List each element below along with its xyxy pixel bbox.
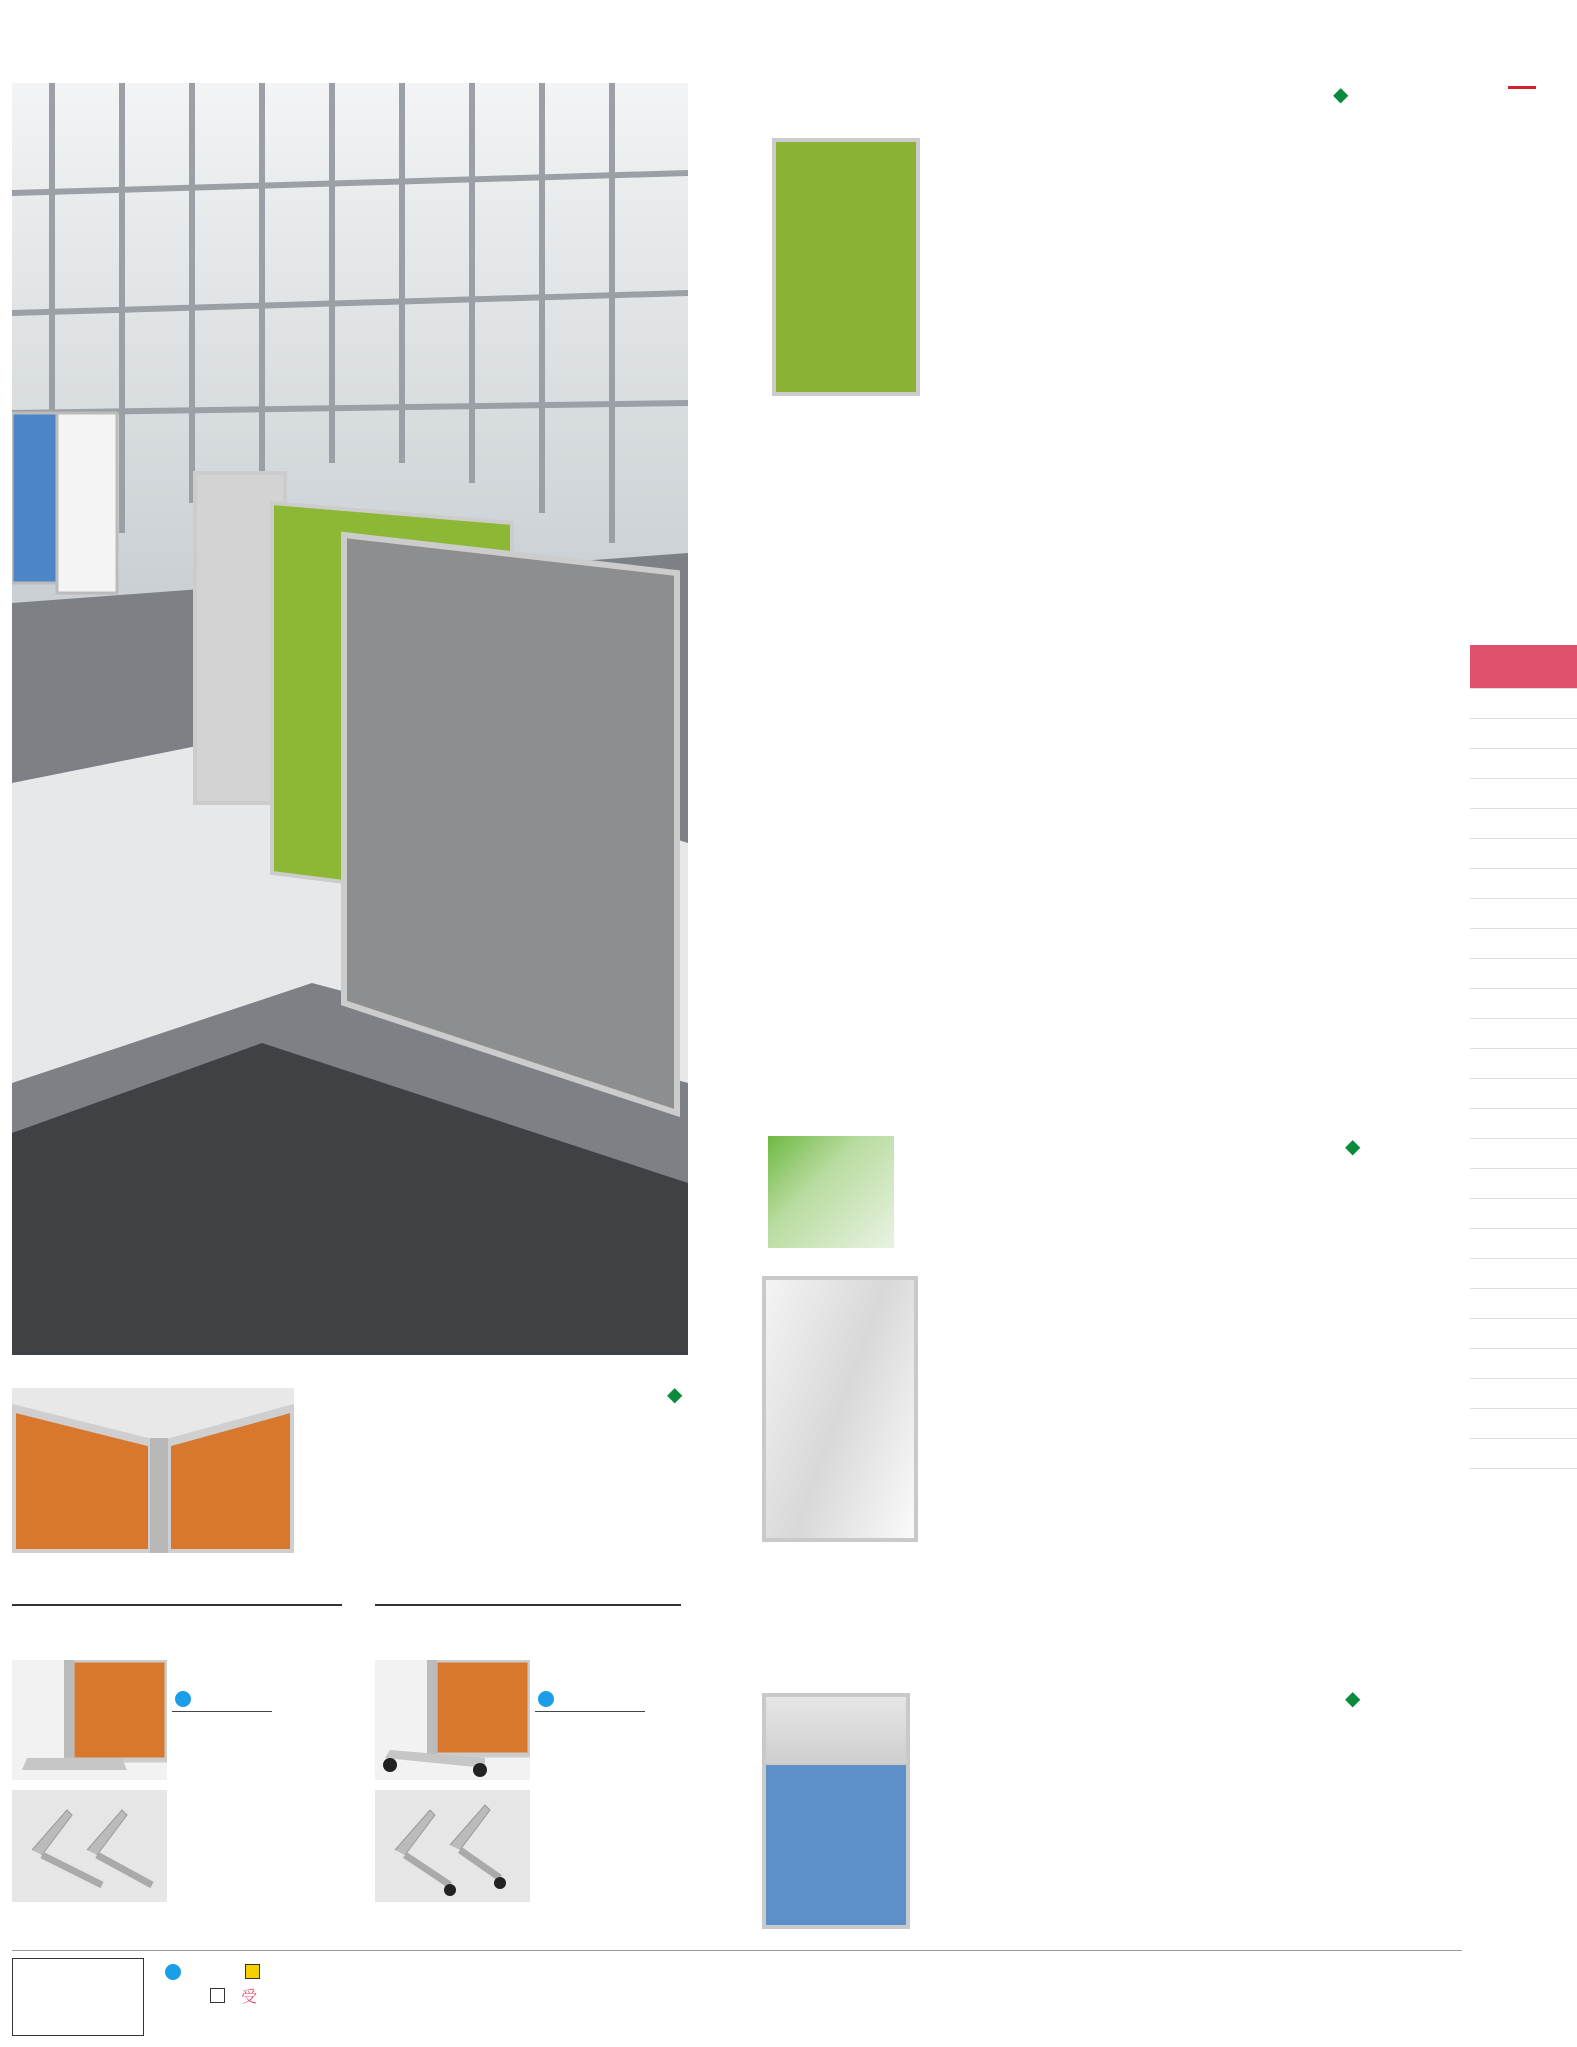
cross-panel-photo — [772, 138, 920, 396]
sidebar-item[interactable] — [1470, 1109, 1577, 1139]
sidebar-item[interactable] — [1470, 1439, 1577, 1469]
sidebar-item[interactable] — [1470, 959, 1577, 989]
sidebar-item[interactable] — [1470, 1169, 1577, 1199]
diamond-icon: ◆ — [667, 1382, 683, 1406]
stand-caster-photo — [375, 1660, 530, 1780]
sidebar-item[interactable] — [1470, 689, 1577, 719]
footer-divider — [12, 1950, 1462, 1951]
acrylic-panel-photo — [762, 1276, 918, 1542]
stand-caster-parts-illustration — [375, 1790, 530, 1902]
sidebar-item[interactable] — [1470, 1229, 1577, 1259]
sidebar-item[interactable] — [1470, 929, 1577, 959]
sidebar-item[interactable] — [1470, 1079, 1577, 1109]
stand-caster-illustration — [375, 1660, 530, 1780]
combi-panel-fabric-photo — [762, 1763, 910, 1929]
stand-caster-parts-photo — [375, 1790, 530, 1902]
sidebar-item[interactable] — [1470, 1019, 1577, 1049]
made-to-order-icon: 受 — [241, 1987, 258, 2006]
sidebar-item[interactable] — [1470, 839, 1577, 869]
boxed-square-icon — [210, 1988, 225, 2003]
side-navigation — [1470, 645, 1577, 1469]
delivery-legend-label — [12, 1958, 144, 2036]
divider — [12, 1604, 342, 1606]
chapter-divider — [1508, 86, 1536, 89]
joint-pole-photo — [12, 1388, 294, 1553]
recommended-dot-icon — [538, 1691, 554, 1707]
sidebar-item[interactable] — [1470, 1409, 1577, 1439]
sidebar-item[interactable] — [1470, 989, 1577, 1019]
divider — [375, 1604, 681, 1606]
stand-unit — [172, 1711, 272, 1712]
yellow-square-icon — [245, 1964, 260, 1979]
diamond-icon: ◆ — [1345, 1134, 1361, 1158]
recommended-dot-icon — [175, 1691, 191, 1707]
legend-line-2 — [162, 1984, 257, 2007]
sidebar-item[interactable] — [1470, 1349, 1577, 1379]
stand-photo — [12, 1660, 167, 1780]
sidebar-item[interactable] — [1470, 779, 1577, 809]
sidebar-item[interactable] — [1470, 645, 1577, 689]
stand-caster-unit — [535, 1711, 645, 1712]
acrylic-detail-photo — [768, 1136, 894, 1248]
sidebar-item[interactable] — [1470, 1259, 1577, 1289]
sidebar-item[interactable] — [1470, 1289, 1577, 1319]
stand-parts-illustration — [12, 1790, 167, 1902]
sidebar-item[interactable] — [1470, 1319, 1577, 1349]
legend-line-1 — [162, 1960, 260, 1983]
diamond-icon: ◆ — [1345, 1686, 1361, 1710]
stand-parts-photo — [12, 1790, 167, 1902]
sidebar-item[interactable] — [1470, 809, 1577, 839]
recommended-dot-icon — [165, 1964, 181, 1980]
sidebar-item[interactable] — [1470, 899, 1577, 929]
stand-illustration — [12, 1660, 167, 1780]
sidebar-item[interactable] — [1470, 749, 1577, 779]
diamond-icon: ◆ — [1333, 82, 1349, 106]
sidebar-item[interactable] — [1470, 1199, 1577, 1229]
joint-pole-illustration — [12, 1388, 294, 1553]
sidebar-item[interactable] — [1470, 1379, 1577, 1409]
stand-caster-price — [535, 1686, 554, 1710]
main-photo — [12, 83, 688, 1355]
sidebar-item[interactable] — [1470, 1139, 1577, 1169]
combi-panel-frost-photo — [762, 1693, 910, 1763]
sidebar-item[interactable] — [1470, 869, 1577, 899]
stand-price — [172, 1686, 191, 1710]
showroom-photo — [12, 83, 688, 1355]
sidebar-item[interactable] — [1470, 719, 1577, 749]
sidebar-item[interactable] — [1470, 1049, 1577, 1079]
